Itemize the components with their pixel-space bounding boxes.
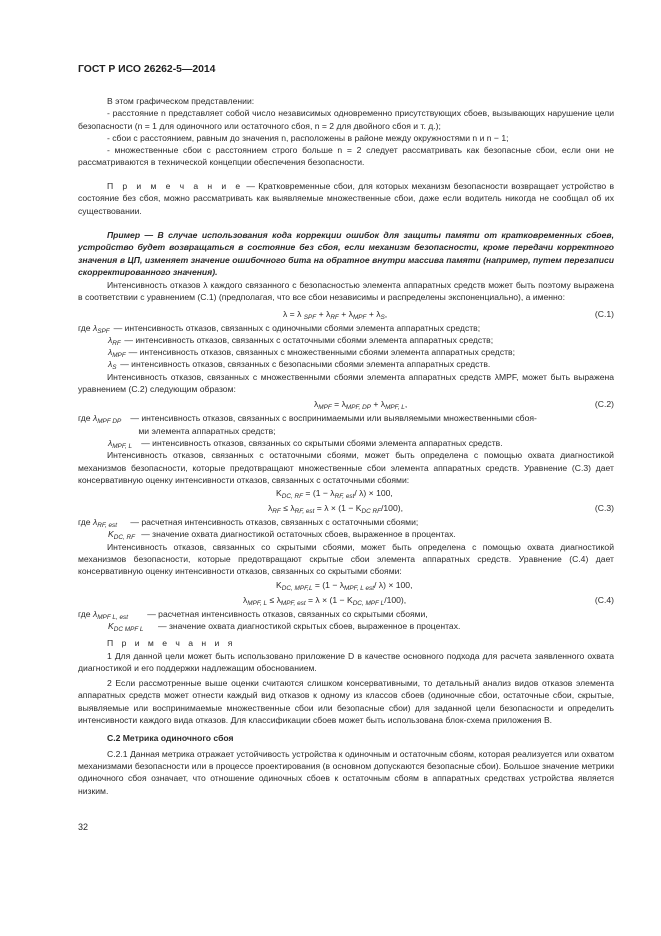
- intro-item: - расстояние n представляет собой число независимых одновременно присутствующих сбоев, вызывающих нарушение цели безопасности (n = 1 для одиночного или остаточного сбоя, n = 2 для двойного сбоя и т. д.);: [78, 108, 614, 131]
- definition-row: [78, 437, 614, 449]
- formula: [314, 397, 407, 412]
- formula-text: ,: [384, 308, 388, 319]
- formula-subscript: MPF, L: [385, 404, 405, 412]
- equation-number: (С.2): [594, 399, 614, 410]
- formula-subscript: MPF, L: [247, 599, 268, 607]
- formula: [268, 501, 403, 516]
- formula-text: ≤ λ: [280, 503, 295, 514]
- formula-text: / λ) × 100,: [354, 488, 393, 499]
- symbol-subscript: MPF, L: [112, 442, 133, 450]
- symbol: λ: [93, 608, 98, 619]
- definition-row-cont: [78, 425, 614, 437]
- where-label: где: [78, 608, 91, 619]
- note-text: — Кратковременные сбои, для которых механизм безопасности возвращает устройство в состояние без сбоя, можно рассматривать как выявляемые множественные сбои, даже если водитель никогда не сообщал об их существовании.: [78, 181, 615, 216]
- paragraph: Интенсивность отказов λ каждого связанного с безопасностью элемента аппаратных средств может быть поэтому выражена в соответствии с уравнением (С.1) (предполагая, что все сбои независимы и распределены экспоненциально), а именно:: [78, 280, 614, 303]
- symbol: λ: [93, 517, 98, 528]
- page-number: 32: [78, 822, 89, 832]
- formula-subscript: DC, MPF,L: [281, 584, 313, 592]
- formula-text: /100),: [381, 503, 403, 514]
- note: [78, 180, 614, 217]
- equation-c1: [78, 307, 614, 322]
- formula-subscript: S: [380, 313, 385, 321]
- definition-text: — интенсивность отказов, связанных с безопасными сбоями элемента аппаратных средств.: [120, 359, 491, 370]
- formula-text: λ: [268, 503, 273, 514]
- formula-subscript: DC RF: [361, 508, 381, 516]
- definition-text: — интенсивность отказов, связанных со скрытыми сбоями элемента аппаратных средств.: [141, 437, 503, 448]
- formula-subscript: MPF: [318, 404, 332, 412]
- note-label: П р и м е ч а н и е: [107, 181, 244, 191]
- definition-text: — интенсивность отказов, связанных с одиночными сбоями элемента аппаратных средств;: [113, 322, 481, 333]
- equation-c4-line2: [78, 593, 614, 608]
- formula-subscript: MPF: [352, 313, 367, 321]
- symbol-subscript: DC, RF: [113, 534, 136, 542]
- where-list: [78, 322, 614, 371]
- document-header: ГОСТ Р ИСО 26262-5—2014: [78, 64, 216, 75]
- symbol-subscript: SPF: [97, 327, 110, 335]
- definition-text: — расчетная интенсивность отказов, связанных с остаточными сбоями;: [130, 517, 419, 528]
- definition-row: [78, 346, 614, 358]
- symbol-subscript: MPF DP: [97, 418, 122, 426]
- definition-row: [78, 334, 614, 346]
- symbol: λ: [93, 413, 98, 424]
- note-item: 1 Для данной цели может быть использовано приложение D в качестве основного подхода для расчета заявленного охвата диагностикой и его поддержки надлежащим обоснованием.: [78, 650, 614, 673]
- symbol: λ: [108, 347, 113, 358]
- formula-text: ≤ λ: [267, 594, 281, 605]
- formula-text: = λ: [331, 399, 346, 410]
- where-list: [78, 516, 614, 541]
- where-label: где: [78, 413, 91, 424]
- formula-subscript: SPF: [303, 313, 317, 321]
- formula: [243, 593, 406, 608]
- definition-row: [78, 608, 614, 620]
- equation-c4-line1: [78, 578, 614, 593]
- definition-row: [78, 620, 614, 632]
- formula-subscript: MPF, DP: [345, 404, 371, 412]
- formula-text: = λ × (1 − K: [314, 503, 362, 514]
- equation-c3-line2: [78, 501, 614, 516]
- intro-item: - множественные сбои с расстоянием строго больше n = 2 следует рассматривать как безопасные сбои, если они не рассматриваются в технической концепции обеспечения безопасности.: [78, 145, 614, 168]
- symbol-subscript: DC MPF L: [113, 625, 144, 633]
- formula-subscript: RF, est: [294, 508, 315, 516]
- definition-row: [78, 322, 614, 334]
- intro-lead: В этом графическом представлении:: [107, 96, 255, 106]
- formula-text: = (1 − λ: [312, 579, 345, 590]
- formula-section: [78, 279, 614, 797]
- equation-number: (С.4): [594, 594, 614, 605]
- example-text: Пример — В случае использования кода коррекции ошибок для защиты памяти от кратковременных сбоев, устройство будет возвращаться в состояние без сбоя, если механизм безопасности, кроме передачи корректного значения в ЦП, изменяет значение ошибочного бита на обратное внутри массива памяти (например, путем перезаписи скорректированного значения).: [78, 230, 614, 277]
- formula-text: + λ: [316, 308, 331, 319]
- where-label: где: [78, 517, 91, 528]
- formula-text: ,: [404, 399, 408, 410]
- definition-text: — интенсивность отказов, связанных с остаточными сбоями элемента аппаратных средств;: [124, 334, 494, 345]
- formula: [283, 307, 387, 322]
- definition-text: — интенсивность отказов, связанных с множественными сбоями элемента аппаратных средств;: [128, 347, 516, 358]
- paragraph: Интенсивность отказов, связанных с множественными сбоями элемента аппаратных средств λMPF, может быть выражена уравнением (С.2) следующим образом:: [78, 371, 614, 395]
- equation-number: (С.3): [594, 503, 614, 514]
- definition-text: — расчетная интенсивность отказов, связанных со скрытыми сбоями,: [147, 608, 428, 619]
- equation-c3-line1: [78, 486, 614, 501]
- formula-subscript: RF: [330, 313, 339, 321]
- formula-subscript: DC, RF: [281, 493, 304, 501]
- example: [78, 229, 614, 278]
- notes-label: П р и м е ч а н и я: [107, 638, 236, 649]
- section-heading: С.2 Метрика одиночного сбоя: [107, 733, 234, 744]
- formula-subscript: MPF, L est: [344, 584, 375, 592]
- symbol: λ: [93, 322, 98, 333]
- symbol: K: [108, 529, 114, 540]
- formula-text: λ: [243, 594, 248, 605]
- equation-number: (С.1): [594, 308, 614, 319]
- definition-text-cont: ми элемента аппаратных средств;: [138, 425, 276, 436]
- formula-subscript: DC, MPF L: [352, 599, 385, 607]
- definition-row: [78, 516, 614, 528]
- formula-text: λ: [314, 399, 319, 410]
- symbol: λ: [108, 359, 113, 370]
- symbol: λ: [108, 334, 113, 345]
- paragraph: Интенсивность отказов, связанных со скрытыми сбоями, может быть определена с помощью охвата диагностикой механизмов безопасности, которые предотвращают скрытые сбои элемента аппаратных средств. Уравнение (С.4) дает консервативную оценку интенсивности отказов, связанных со скрытыми сбоями:: [78, 541, 614, 577]
- intro-item: - сбои с расстоянием, равным до значения n, расположены в районе между окружностями n и n − 1;: [107, 132, 509, 143]
- formula: [276, 486, 393, 501]
- symbol-subscript: MPF: [112, 352, 126, 360]
- formula-subscript: RF, est: [334, 493, 355, 501]
- formula-text: λ = λ: [283, 308, 304, 319]
- definition-row: [78, 358, 614, 370]
- intro-section: [78, 95, 614, 169]
- formula-text: + λ: [370, 399, 386, 410]
- definition-text: — значение охвата диагностикой остаточных сбоев, выраженное в процентах.: [141, 529, 456, 540]
- formula-subscript: RF: [272, 508, 281, 516]
- definition-row: [78, 528, 614, 540]
- symbol-subscript: S: [112, 364, 117, 372]
- equation-c2: [78, 397, 614, 412]
- definition-row: [78, 412, 614, 424]
- paragraph: Интенсивность отказов, связанных с остаточными сбоями, может быть определена с помощью охвата диагностикой механизмов безопасности, которые предотвращают множественные сбои элемента аппаратных средств. Уравнение (С.3) дает консервативную оценку интенсивности отказов, связанных с остаточными сбоями:: [78, 450, 614, 485]
- formula-text: = (1 − λ: [303, 488, 335, 499]
- symbol: λ: [108, 437, 113, 448]
- formula-text: / λ) × 100,: [374, 579, 413, 590]
- formula-text: K: [276, 488, 282, 499]
- symbol-subscript: RF, est: [97, 522, 118, 530]
- definition-text: — значение охвата диагностикой скрытых сбоев, выраженное в процентах.: [158, 620, 461, 631]
- formula-text: /100),: [384, 594, 407, 605]
- symbol-subscript: MPF L, est: [97, 613, 129, 621]
- symbol-subscript: RF: [112, 339, 121, 347]
- symbol: K: [108, 620, 114, 631]
- where-list: [78, 412, 614, 449]
- where-list: [78, 608, 614, 633]
- section-text: С.2.1 Данная метрика отражает устойчивость устройства к одиночным и остаточным сбоям, которая реализуется или охватом механизмами безопасности или в процессе проектирования (в основном допускаются безопасные сбои). Большое значение метрики одиночного сбоя означает, что отношение одиночных сбоев к остаточным сбоям в аппаратных средствах устройства является низким.: [78, 748, 614, 796]
- note-item: 2 Если рассмотренные выше оценки считаются слишком консервативными, то детальный анализ видов отказов элемента аппаратных средств может отнести каждый вид отказов к одному из классов сбоев (одиночные сбои, остаточные сбои, скрытые, выявляемые или воспринимаемые множественные сбои или безопасные сбои) для заданной цели безопасности и определить интенсивности каждого вида отказов. Для классификации сбоев может быть использована блок-схема приложения В.: [78, 678, 614, 726]
- where-label: где: [78, 322, 91, 333]
- formula-text: + λ: [338, 308, 353, 319]
- formula: [276, 578, 412, 593]
- formula-subscript: MPF, est: [280, 599, 306, 607]
- formula-text: + λ: [366, 308, 381, 319]
- definition-text: — интенсивность отказов, связанных с воспринимаемыми или выявляемыми множественными сбоя-: [130, 413, 537, 424]
- formula-text: = λ × (1 − K: [305, 594, 353, 605]
- formula-text: K: [276, 579, 282, 590]
